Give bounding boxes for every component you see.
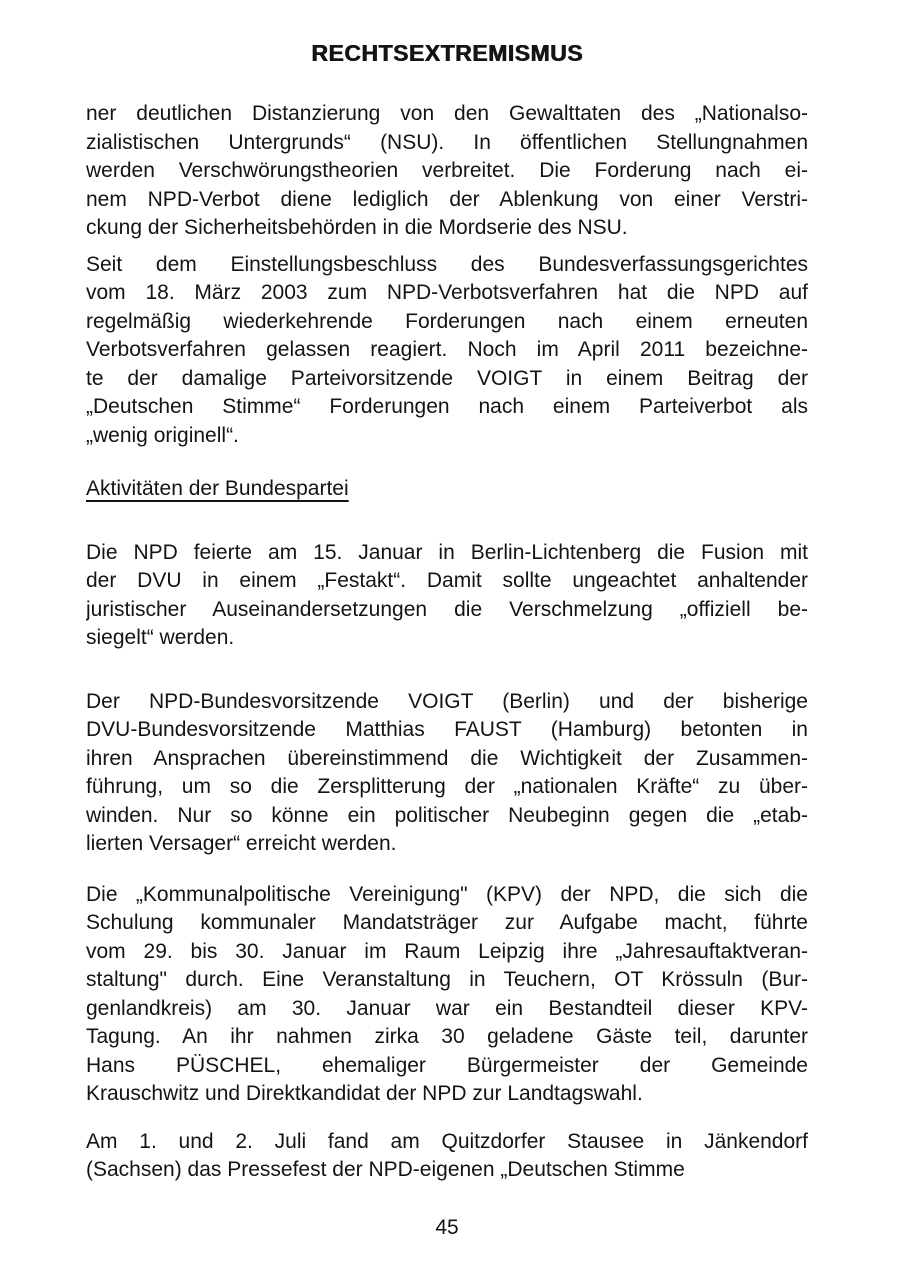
paragraph-fusion-festakt — [86, 539, 808, 653]
text-line: staltung" durch. Eine Veranstaltung in Teuchern, OT Krössuln (Bur- — [86, 968, 808, 991]
text-line: juristischer Auseinandersetzungen die Verschmelzung „offiziell be- — [86, 597, 808, 621]
text-line: zialistischen Untergrunds“ (NSU). In öffentlichen Stellungnahmen — [86, 130, 808, 154]
text-line: Krauschwitz und Direktkandidat der NPD zur Landtagswahl. — [86, 1082, 643, 1105]
paragraph-pressefest — [86, 1128, 808, 1185]
page-title: RECHTSEXTREMISMUS — [311, 40, 583, 66]
text-line: ner deutlichen Distanzierung von den Gewalttaten des „Nationalso- — [86, 102, 808, 125]
text-line: nem NPD-Verbot diene lediglich der Ablenkung von einer Verstri- — [86, 187, 808, 211]
text-line: (Sachsen) das Pressefest der NPD-eigenen „Deutschen Stimme — [86, 1158, 685, 1181]
text-line: Tagung. An ihr nahmen zirka 30 geladene Gäste teil, darunter — [86, 1025, 808, 1048]
text-line: Schulung kommunaler Mandatsträger zur Aufgabe macht, führte — [86, 911, 808, 934]
text-line: Der NPD-Bundesvorsitzende VOIGT (Berlin) und der bisherige — [86, 689, 808, 713]
section-heading-text: Aktivitäten der Bundespartei — [86, 477, 349, 500]
text-line: siegelt“ werden. — [86, 626, 235, 649]
text-line: ihren Ansprachen übereinstimmend die Wichtigkeit der Zusammen- — [86, 746, 808, 770]
text-line: Am 1. und 2. Juli fand am Quitzdorfer Stausee in Jänkendorf — [86, 1129, 808, 1153]
text-line: vom 18. März 2003 zum NPD-Verbotsverfahren hat die NPD auf — [86, 281, 808, 304]
text-line: „Deutschen Stimme“ Forderungen nach einem Parteiverbot als — [86, 395, 808, 418]
paragraph-nsu-distanzierung — [86, 100, 808, 243]
text-line: Die NPD feierte am 15. Januar in Berlin-Lichtenberg die Fusion mit — [86, 540, 808, 564]
text-line: werden Verschwörungstheorien verbreitet. Die Forderung nach ei- — [86, 159, 808, 182]
text-line: regelmäßig wiederkehrende Forderungen nach einem erneuten — [86, 309, 808, 333]
paragraph-kpv-tagung — [86, 881, 808, 1109]
text-line: Verbotsverfahren gelassen reagiert. Noch im April 2011 bezeichne- — [86, 338, 808, 361]
text-line: vom 29. bis 30. Januar im Raum Leipzig ihre „Jahresauftaktveran- — [86, 939, 808, 963]
text-line: winden. Nur so könne ein politischer Neubeginn gegen die „etab- — [86, 803, 808, 827]
text-line: DVU-Bundesvorsitzende Matthias FAUST (Hamburg) betonten in — [86, 718, 808, 741]
text-line: der DVU in einem „Festakt“. Damit sollte ungeachtet anhaltender — [86, 569, 808, 592]
text-line: Die „Kommunalpolitische Vereinigung" (KPV) der NPD, die sich die — [86, 882, 808, 906]
section-heading — [86, 475, 808, 504]
paragraph-voigt-faust — [86, 688, 808, 859]
paragraph-verbotsverfahren — [86, 251, 808, 451]
text-line: Hans PÜSCHEL, ehemaliger Bürgermeister der Gemeinde — [86, 1053, 808, 1077]
text-line: lierten Versager“ erreicht werden. — [86, 832, 397, 855]
text-line: „wenig originell“. — [86, 423, 239, 447]
text-line: genlandkreis) am 30. Januar war ein Bestandteil dieser KPV- — [86, 996, 808, 1020]
text-line: te der damalige Parteivorsitzende VOIGT in einem Beitrag der — [86, 366, 808, 390]
text-line: Seit dem Einstellungsbeschluss des Bundesverfassungsgerichtes — [86, 252, 808, 276]
text-line: ckung der Sicherheitsbehörden in die Mordserie des NSU. — [86, 216, 628, 239]
text-line: führung, um so die Zersplitterung der „nationalen Kräfte“ zu über- — [86, 775, 808, 798]
page-number: 45 — [435, 1215, 459, 1239]
